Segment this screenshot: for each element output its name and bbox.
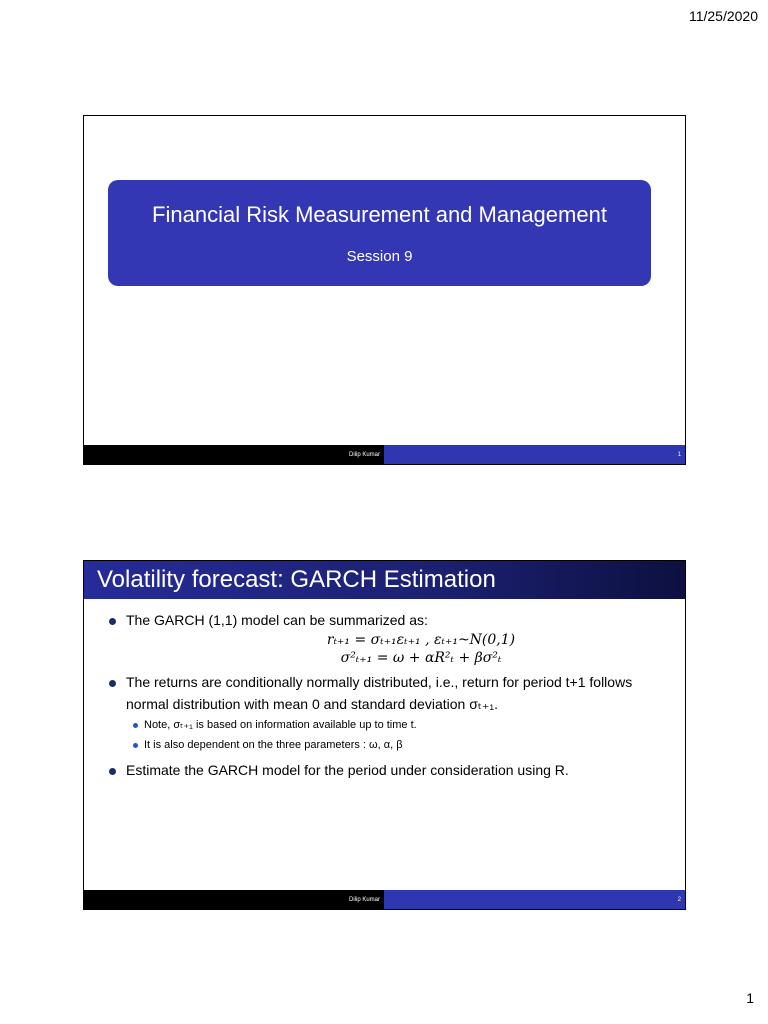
footer-slide-number: 1	[384, 445, 685, 464]
print-date: 11/25/2020	[688, 8, 758, 24]
slide-title: Financial Risk Measurement and Management	[152, 202, 607, 227]
slide-1	[83, 115, 686, 465]
bullet-item: The GARCH (1,1) model can be summarized as:	[106, 609, 676, 631]
sub-bullet-item: It is also dependent on the three parameters : ω, α, β	[106, 735, 676, 755]
slide-footer	[84, 445, 685, 464]
slide-header: Volatility forecast: GARCH Estimation	[84, 561, 685, 599]
slide-subtitle: Session 9	[346, 248, 413, 265]
title-box	[108, 180, 651, 286]
equation-returns: rₜ₊₁ = σₜ₊₁εₜ₊₁ , εₜ₊₁~N(0,1)	[326, 632, 516, 648]
bullet-item: The returns are conditionally normally distributed, i.e., return for period t+1 follows normal distribution with mean 0 and standard deviation σₜ₊₁.	[106, 671, 676, 715]
page-number: 1	[746, 990, 754, 1006]
slide-2	[83, 560, 686, 910]
bullet-item: Estimate the GARCH model for the period under consideration using R.	[106, 759, 676, 781]
footer-author: Dilip Kumar	[84, 445, 384, 464]
slide-content	[106, 609, 676, 781]
equation-variance: σ²ₜ₊₁ = ω + αR²ₜ + βσ²ₜ	[340, 650, 502, 666]
footer-author: Dilip Kumar	[84, 890, 384, 909]
slide-footer	[84, 890, 685, 909]
sub-bullet-item: Note, σₜ₊₁ is based on information available up to time t.	[106, 715, 676, 735]
footer-slide-number: 2	[384, 890, 685, 909]
